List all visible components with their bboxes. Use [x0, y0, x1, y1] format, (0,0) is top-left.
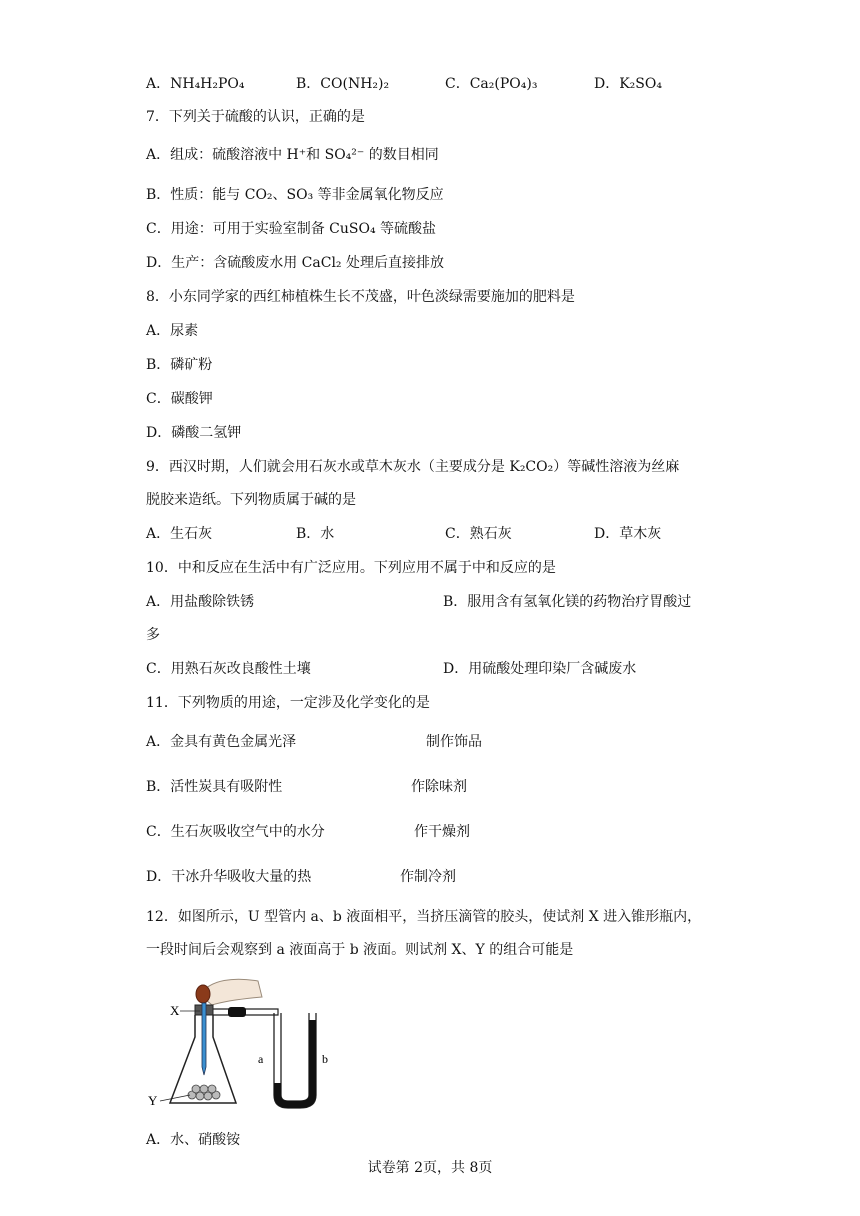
q8-option-c: C．碳酸钾 [146, 391, 213, 407]
q9-option-a: A．生石灰 [146, 526, 213, 542]
label-a: a [258, 1052, 264, 1066]
q9-option-d: D．草木灰 [594, 526, 662, 542]
q6-option-c: C．Ca₂(PO₄)₃ [445, 76, 538, 92]
q8-option-a: A．尿素 [146, 323, 199, 339]
q12-apparatus-figure [140, 975, 340, 1115]
rubber-connector [228, 1007, 246, 1017]
q8-option-d: D．磷酸二氢钾 [146, 425, 242, 441]
q12-option-a: A．水、硝酸铵 [146, 1132, 241, 1148]
q11-option-b-property: B．活性炭具有吸附性 [146, 779, 283, 795]
q12-stem-line2: 一段时间后会观察到 a 液面高于 b 液面。则试剂 X、Y 的组合可能是 [146, 942, 574, 958]
q11-stem: 11．下列物质的用途，一定涉及化学变化的是 [146, 695, 430, 711]
q9-stem-line2: 脱胶来造纸。下列物质属于碱的是 [146, 492, 356, 508]
u-tube-liquid [274, 1020, 316, 1108]
q10-option-b-continued: 多 [146, 627, 160, 643]
label-b: b [322, 1052, 328, 1066]
q10-option-b: B．服用含有氢氧化镁的药物治疗胃酸过 [443, 594, 692, 610]
q9-option-b: B．水 [296, 526, 335, 542]
page-footer: 试卷第 2页，共 8页 [367, 1160, 493, 1176]
q7-stem: 7．下列关于硫酸的认识，正确的是 [146, 109, 365, 125]
q7-option-d: D．生产：含硫酸废水用 CaCl₂ 处理后直接排放 [146, 255, 444, 271]
q11-option-a-property: A．金具有黄色金属光泽 [146, 734, 297, 750]
q7-option-b: B．性质：能与 CO₂、SO₃ 等非金属氧化物反应 [146, 187, 444, 203]
q12-stem-line1: 12．如图所示，U 型管内 a、b 液面相平，当挤压滴管的胶头，使试剂 X 进入锥形瓶内， [146, 909, 702, 925]
q6-option-d: D．K₂SO₄ [594, 76, 662, 92]
label-x: X [170, 1003, 180, 1018]
dropper-bulb [196, 985, 210, 1003]
q7-option-a: A．组成：硫酸溶液中 H⁺和 SO₄²⁻ 的数目相同 [146, 147, 439, 163]
q8-option-b: B．磷矿粉 [146, 357, 213, 373]
q11-option-d-use: 作制冷剂 [400, 869, 456, 885]
q6-option-b: B．CO(NH₂)₂ [296, 76, 390, 92]
q6-option-a: A．NH₄H₂PO₄ [146, 76, 245, 92]
reagent-y-solid [188, 1085, 220, 1100]
q10-option-a: A．用盐酸除铁锈 [146, 594, 255, 610]
q11-option-c-property: C．生石灰吸收空气中的水分 [146, 824, 325, 840]
q9-stem-line1: 9．西汉时期，人们就会用石灰水或草木灰水（主要成分是 K₂CO₂）等碱性溶液为丝麻 [146, 459, 680, 475]
q8-stem: 8．小东同学家的西红柿植株生长不茂盛，叶色淡绿需要施加的肥料是 [146, 289, 575, 305]
q11-option-b-use: 作除味剂 [411, 779, 467, 795]
q10-option-c: C．用熟石灰改良酸性土壤 [146, 661, 311, 677]
q7-option-c: C．用途：可用于实验室制备 CuSO₄ 等硫酸盐 [146, 221, 437, 237]
q11-option-d-property: D．干冰升华吸收大量的热 [146, 869, 312, 885]
label-y: Y [148, 1093, 158, 1108]
dropper [202, 1003, 206, 1075]
q11-option-c-use: 作干燥剂 [414, 824, 470, 840]
q11-option-a-use: 制作饰品 [426, 734, 482, 750]
q10-option-d: D．用硫酸处理印染厂含碱废水 [443, 661, 637, 677]
q9-option-c: C．熟石灰 [445, 526, 512, 542]
q10-stem: 10．中和反应在生活中有广泛应用。下列应用不属于中和反应的是 [146, 560, 556, 576]
